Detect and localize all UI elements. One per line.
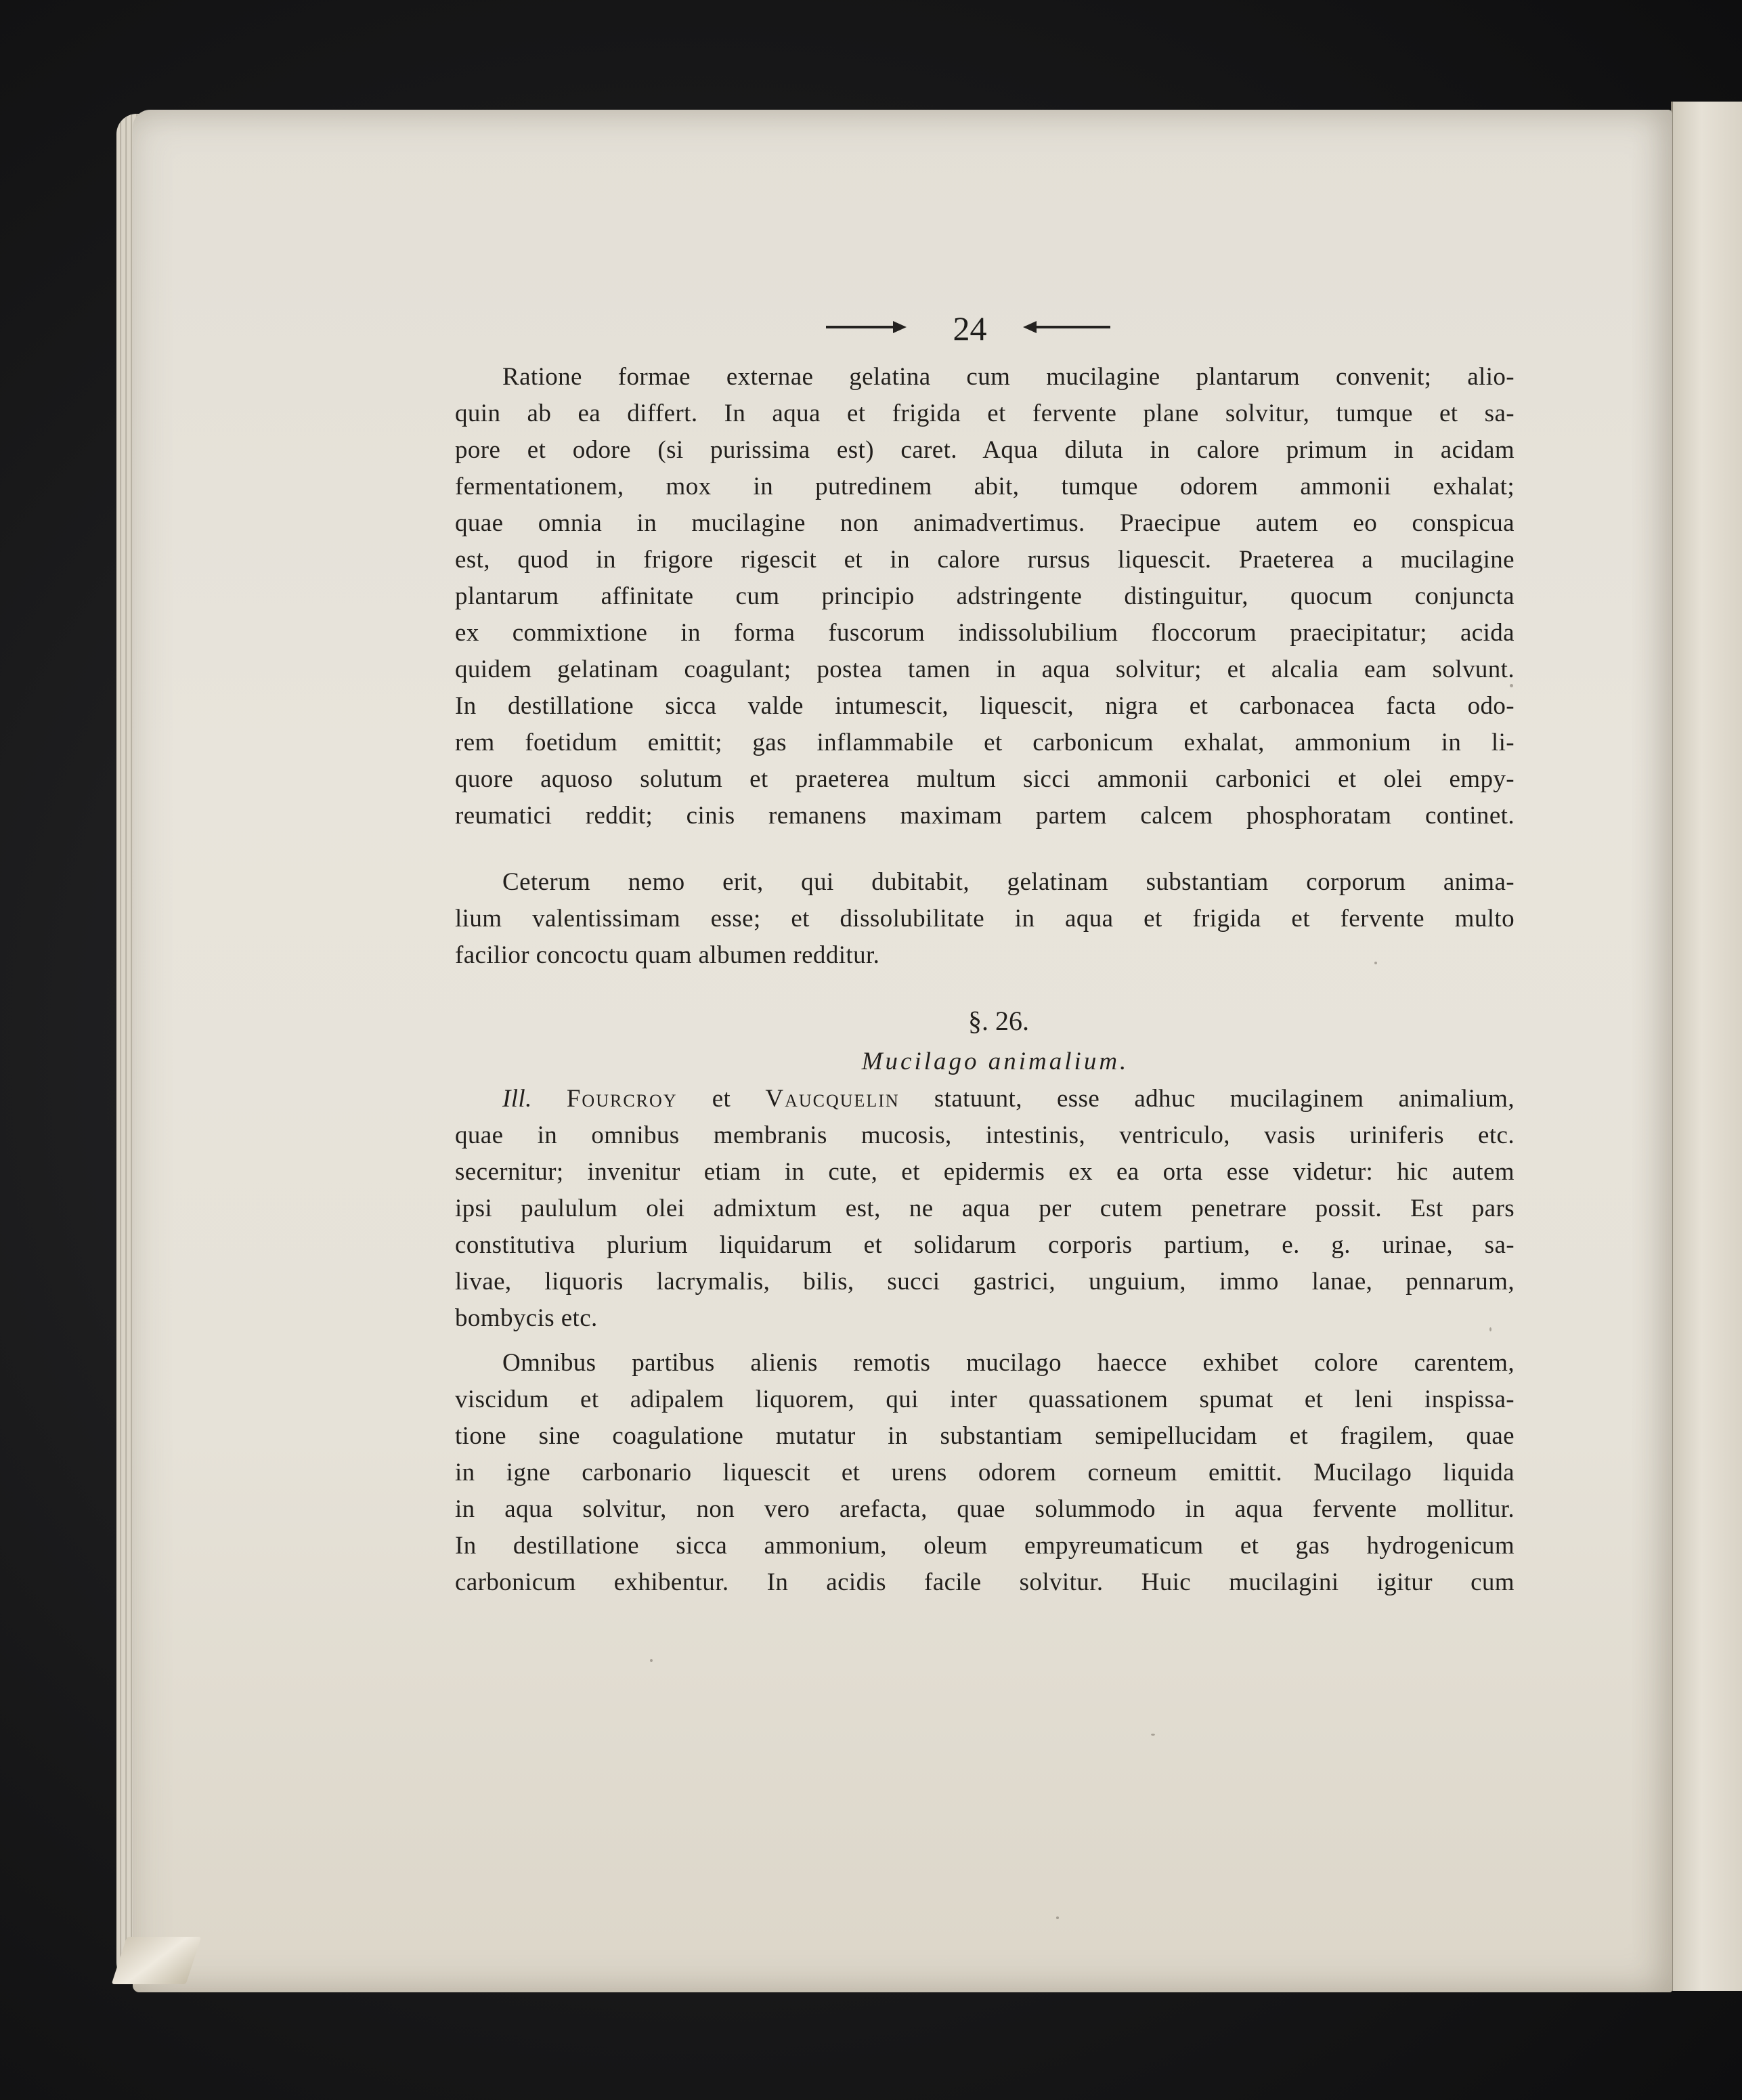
text-line: bombycis etc. <box>455 1304 598 1332</box>
text-line: quae in omnibus membranis mucosis, intestinis, ventriculo, vasis uriniferis etc. <box>455 1121 1515 1149</box>
page-corner-curl <box>112 1937 202 1984</box>
line-rest: statuunt, esse adhuc mucilaginem animalium, <box>934 1085 1515 1113</box>
ornament-left-icon <box>826 324 904 330</box>
ornament-right-icon <box>1026 324 1110 330</box>
text-line: Ceterum nemo erit, qui dubitabit, gelatinam substantiam corporum anima- <box>502 868 1515 896</box>
text-line: livae, liquoris lacrymalis, bilis, succi gastrici, unguium, immo lanae, pennarum, <box>455 1268 1515 1295</box>
text-line: carbonicum exhibentur. In acidis facile solvitur. Huic mucilagini igitur cum <box>455 1568 1515 1596</box>
section-title: Mucilago animalium. <box>861 1048 1129 1075</box>
text-line: In destillatione sicca ammonium, oleum empyreumaticum et gas hydrogenicum <box>455 1532 1515 1560</box>
text-line: in igne carbonario liquescit et urens odorem corneum emittit. Mucilago liquida <box>455 1459 1515 1486</box>
text-line: ipsi paululum olei admixtum est, ne aqua per cutem penetrare possit. Est pars <box>455 1195 1515 1222</box>
text-line: in aqua solvitur, non vero arefacta, quae solummodo in aqua fervente mollitur. <box>455 1495 1515 1523</box>
text-line: ex commixtione in forma fuscorum indissolubilium floccorum praecipitatur; acida <box>455 619 1515 647</box>
page-header <box>826 305 1110 352</box>
text-line: reumatici reddit; cinis remanens maximam partem calcem phosphoratam continet. <box>455 802 1515 830</box>
author-name: Vaucquelin <box>765 1085 900 1113</box>
text-line: tione sine coagulatione mutatur in substantiam semipellucidam et fragilem, quae <box>455 1422 1515 1450</box>
text-line: Omnibus partibus alienis remotis mucilago haecce exhibet colore carentem, <box>502 1349 1515 1377</box>
text-line: Ratione formae externae gelatina cum mucilagine plantarum convenit; alio- <box>502 363 1515 391</box>
abbrev-ill: Ill. <box>502 1085 532 1113</box>
connector-word: et <box>712 1085 731 1113</box>
paragraph-gelatina <box>455 359 1515 834</box>
text-line: viscidum et adipalem liquorem, qui inter quassationem spumat et leni inspissa- <box>455 1386 1515 1413</box>
text-line: plantarum affinitate cum principio adstringente distinguitur, quocum conjuncta <box>455 582 1515 610</box>
paragraph-ceterum <box>455 864 1515 974</box>
page-number: 24 <box>953 309 987 347</box>
text-line: facilior concoctu quam albumen redditur. <box>455 941 880 969</box>
text-line: est, quod in frigore rigescit et in calore rursus liquescit. Praeterea a mucilagine <box>455 546 1515 574</box>
text-line: rem foetidum emittit; gas inflammabile et carbonicum exhalat, ammonium in li- <box>455 729 1515 756</box>
text-line: pore et odore (si purissima est) caret. Aqua diluta in calore primum in acidam <box>455 436 1515 464</box>
text-line <box>455 1081 1515 1117</box>
text-line: quidem gelatinam coagulant; postea tamen in aqua solvitur; et alcalia eam solvunt. <box>455 656 1515 683</box>
text-line: fermentationem, mox in putredinem abit, tumque odorem ammonii exhalat; <box>455 473 1515 500</box>
text-line: constitutiva plurium liquidarum et solidarum corporis partium, e. g. urinae, sa- <box>455 1231 1515 1259</box>
text-line: quin ab ea differt. In aqua et frigida et fervente plane solvitur, tumque et sa- <box>455 400 1515 427</box>
facing-page-edge <box>1671 102 1742 1991</box>
text-line: quore aquoso solutum et praeterea multum sicci ammonii carbonici et olei empy- <box>455 765 1515 793</box>
text-line: lium valentissimam esse; et dissolubilitate in aqua et frigida et fervente multo <box>455 905 1515 933</box>
text-line: quae omnia in mucilagine non animadvertimus. Praecipue autem eo conspicua <box>455 509 1515 537</box>
paragraph-omnibus <box>455 1345 1515 1601</box>
text-line: secernitur; invenitur etiam in cute, et epidermis ex ea orta esse videtur: hic autem <box>455 1158 1515 1186</box>
paragraph-fourcroy <box>455 1081 1515 1337</box>
author-name: Fourcroy <box>566 1085 678 1113</box>
section-number: §. 26. <box>968 1006 1029 1036</box>
text-line: In destillatione sicca valde intumescit, liquescit, nigra et carbonacea facta odo- <box>455 692 1515 720</box>
